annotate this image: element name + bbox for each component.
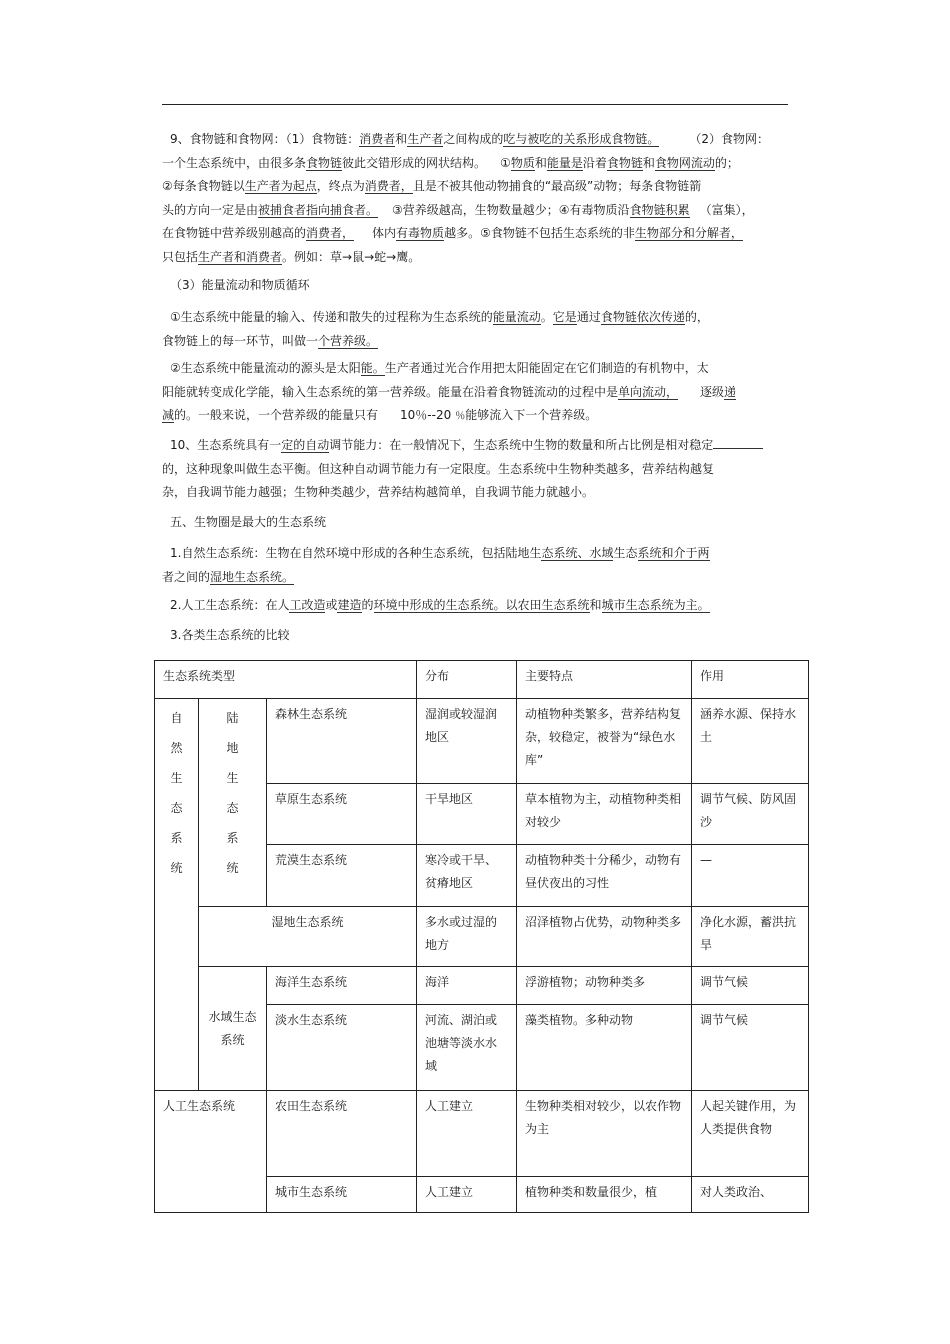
item-2-artificial: [162, 594, 790, 618]
cell-features: 藻类植物。多种动物: [517, 1005, 692, 1091]
underlined-term: 湿地生态系统。: [210, 569, 295, 584]
text-line: 杂，自我调节能力越强；生物种类越少，营养结构越简单，自我调节能力就越小。: [162, 485, 595, 499]
underlined-term: 个营养级。: [318, 333, 379, 348]
underlined-term: 吃与被吃的关系形成食物链。: [503, 132, 660, 146]
cell-name: 草原生态系统: [267, 784, 417, 845]
text-span: 越多。⑤食物链不包括生态系统的非: [444, 226, 635, 240]
underlined-term: 消费者，: [306, 226, 355, 240]
text-span: 或: [325, 598, 338, 612]
item-1-natural: [162, 542, 790, 589]
cell-role: 调节气候: [692, 967, 809, 1005]
text-line: [162, 246, 790, 270]
underlined-term: 食物链: [629, 202, 666, 217]
underlined-term: 食物链: [306, 155, 343, 170]
text-span: ③营养级越高，生物数量越少；④有毒物质沿: [392, 202, 630, 217]
text-span: 且是不被其他动物捕食的“最高级”动物；每条食物链箭: [412, 179, 702, 193]
underlined-term: 依次传递: [636, 310, 685, 324]
cell-role: 人起关键作用，为人类提供食物: [692, 1091, 809, 1177]
text-line: [162, 128, 790, 152]
underlined-term: 环境中形成的生态系统。以农田: [373, 598, 542, 612]
underlined-term: 食物链: [606, 155, 643, 170]
cell-name: 湿地生态系统: [199, 907, 417, 967]
text-line: [162, 306, 790, 330]
cell-distribution: 多水或过湿的地方: [417, 907, 517, 967]
underlined-term: 消费者: [359, 132, 396, 146]
underlined-term: 生态系统: [541, 598, 590, 612]
underlined-term: 能量流动: [492, 310, 541, 324]
header-rule: [162, 104, 788, 105]
table-row: [155, 967, 809, 1005]
text-span: 9、食物链和食物网：（1）食物链：: [170, 132, 360, 146]
text-line: [162, 434, 790, 458]
underlined-term: 单向流动，: [618, 384, 679, 399]
text-span: 和: [534, 155, 547, 170]
table-row: [155, 907, 809, 967]
header-type: 生态系统类型: [155, 661, 417, 699]
table-row: [155, 699, 809, 784]
underlined-term: 消费者，: [364, 179, 413, 193]
cell-name: 淡水生态系统: [267, 1005, 417, 1091]
section-10: [162, 434, 790, 505]
text-span: 的，: [684, 310, 709, 324]
header-distribution: 分布: [417, 661, 517, 699]
underlined-term: 定的自动: [281, 438, 330, 452]
land-ecosystem-label: 陆 地 生 态 系 统: [199, 699, 267, 907]
text-span: 和: [395, 132, 408, 146]
section-5-heading: [162, 511, 790, 535]
text-span: 体内: [372, 226, 397, 240]
underlined-term: 积累: [665, 202, 690, 217]
text-span: 2.人工生态系统：在人: [170, 598, 290, 612]
cell-distribution: 干旱地区: [417, 784, 517, 845]
text-span: 头的方向一定是由: [162, 202, 259, 217]
text-line: [162, 566, 790, 590]
text-span: 10、生态系统具有一: [170, 438, 282, 452]
cell-name: 荒漠生态系统: [267, 845, 417, 907]
text-line: [162, 222, 790, 246]
text-span: 食物链上的每一环节，叫做一: [162, 333, 319, 348]
text-span: 和: [589, 598, 602, 612]
table-row: [155, 1091, 809, 1177]
cell-distribution: 河流、湖泊或池塘等淡水水域: [417, 1005, 517, 1091]
underlined-term: 生物部分和分解者，: [634, 226, 743, 240]
text-line: [162, 330, 790, 354]
cell-name: 城市生态系统: [267, 1177, 417, 1213]
cell-name: 森林生态系统: [267, 699, 417, 784]
text-span: （富集），: [699, 202, 754, 217]
cell-features: 沼泽植物占优势，动物种类多: [517, 907, 692, 967]
text-span: 1.自然生态系统：生物在自然环境中形成的各种生态系统，包括陆地生: [170, 546, 542, 560]
text-span: ②每条食物链以: [162, 179, 245, 193]
text-span: 者之间的: [162, 569, 211, 584]
text-span: 逐级: [700, 384, 725, 399]
cell-distribution: 人工建立: [417, 1177, 517, 1213]
cell-role: 调节气候、防风固沙: [692, 784, 809, 845]
text-span: 调节能力：在一般情况下，生态系统中生物的数量和所占比例是相对稳定: [329, 438, 714, 452]
underlined-term: 水域: [589, 546, 614, 560]
text-span: 阳能就转变成化学能，输入生态系统的第一营养级。能量在沿着食物链流动的过程中是: [162, 384, 619, 399]
underlined-term: 被捕食者指向捕食者。: [258, 202, 379, 217]
paragraph-energy-2: [162, 357, 790, 429]
underlined-term: 递: [724, 384, 737, 399]
text-span: 通过: [576, 310, 601, 324]
ecosystem-comparison-table: [154, 660, 809, 1213]
underlined-term: 它是: [552, 310, 577, 324]
text-line: [162, 381, 790, 405]
header-features: 主要特点: [517, 661, 692, 699]
water-ecosystem-label: 水域生态系统: [199, 967, 267, 1091]
text-line: [162, 357, 790, 381]
cell-features: 草本植物为主，动植物种类相对较少: [517, 784, 692, 845]
item-3-heading: [162, 624, 790, 648]
text-span: ①: [500, 155, 511, 170]
text-line: [162, 542, 790, 566]
text-span: 在食物链中营养级别越高的: [162, 226, 307, 240]
cell-features: 动植物种类十分稀少，动物有昼伏夜出的习性: [517, 845, 692, 907]
text-line: [162, 199, 790, 223]
underlined-term: 工改造: [289, 598, 326, 612]
text-line: [162, 594, 790, 618]
text-span: 沿着: [582, 155, 607, 170]
natural-ecosystem-label: 自 然 生 态 系 统: [155, 699, 199, 1091]
text-line: （3）能量流动和物质循环: [170, 278, 310, 292]
text-line: 五、生物圈是最大的生态系统: [170, 515, 327, 529]
text-line: [162, 175, 790, 199]
text-line: 3.各类生态系统的比较: [170, 628, 290, 642]
cell-features: 动植物种类繁多，营养结构复杂，较稳定，被誉为“绿色水库”: [517, 699, 692, 784]
text-span: ％: [455, 411, 466, 422]
cell-role: 涵养水源、保持水土: [692, 699, 809, 784]
underlined-term: 能量是: [546, 155, 583, 170]
underlined-term: 生产者: [407, 132, 444, 146]
text-span: （2）食物网：: [689, 132, 769, 146]
text-span: ，终点为: [316, 179, 365, 193]
text-span: 生态: [613, 546, 638, 560]
underlined-term: 生产者为起点: [244, 179, 317, 193]
cell-role: 净化水源，蓄洪抗旱: [692, 907, 809, 967]
cell-role: —: [692, 845, 809, 907]
underlined-term: 能。: [360, 361, 385, 375]
underlined-term: 建造: [337, 598, 362, 612]
cell-name: 农田生态系统: [267, 1091, 417, 1177]
text-span: 的；: [714, 155, 739, 170]
text-span: 能够流入下一个营养级。: [465, 408, 598, 422]
text-span: 只包括: [162, 249, 199, 264]
cell-role: 调节气候: [692, 1005, 809, 1091]
underlined-term: 食物网流动: [654, 155, 715, 170]
text-line: 的，这种现象叫做生态平衡。但这种自动调节能力有一定限度。生态系统中生物种类越多，营养结构越复: [162, 461, 715, 476]
text-span: 。例如：草→鼠→蛇→鹰。: [282, 249, 421, 264]
header-role: 作用: [692, 661, 809, 699]
section-9: [162, 128, 790, 269]
text-line: [162, 152, 790, 176]
underlined-term: 生态系统为主。: [625, 598, 710, 612]
cell-distribution: 人工建立: [417, 1091, 517, 1177]
cell-features: 植物种类和数量很少，植: [517, 1177, 692, 1213]
text-span: ②生态系统中能量流动的源头是太阳: [170, 361, 361, 375]
underlined-term: 减: [162, 408, 175, 422]
table-header-row: [155, 661, 809, 699]
text-span: ①生态系统中能量的输入、传递和散失的过程称为生态系统的: [170, 310, 493, 324]
underlined-term: 物质: [510, 155, 535, 170]
cell-features: 浮游植物；动物种类多: [517, 967, 692, 1005]
artificial-ecosystem-label: 人工生态系统: [155, 1091, 267, 1213]
text-span: 之间构成的: [443, 132, 504, 146]
underlined-term: 城市: [601, 598, 626, 612]
cell-name: 海洋生态系统: [267, 967, 417, 1005]
underlined-term: 生产者和消费者: [198, 249, 283, 264]
text-span: 生产者通过光合作用把太阳能固定在它们制造的有机物中，太: [384, 361, 709, 375]
cell-distribution: 海洋: [417, 967, 517, 1005]
underlined-term: 系统和介于两: [637, 546, 710, 560]
text-span: 。: [540, 310, 553, 324]
text-span: 的。一般来说，一个营养级的能量只有: [174, 408, 379, 422]
text-span: 10％--20: [400, 408, 452, 422]
cell-distribution: 寒冷或干旱、贫瘠地区: [417, 845, 517, 907]
paragraph-energy-1: [162, 306, 790, 353]
underlined-term: 态系统、: [541, 546, 590, 560]
text-span: 一个生态系统中，由很多条: [162, 155, 307, 170]
fill-blank: [713, 434, 763, 449]
cell-distribution: 湿润或较湿润地区: [417, 699, 517, 784]
text-span: 的: [361, 598, 374, 612]
underlined-term: 有毒物质: [396, 226, 445, 240]
underlined-term: 食物链: [600, 310, 637, 324]
text-span: 彼此交错形成的网状结构。: [342, 155, 487, 170]
text-line: [162, 404, 790, 429]
text-span: 和: [642, 155, 655, 170]
cell-features: 生物种类相对较少，以农作物为主: [517, 1091, 692, 1177]
cell-role: 对人类政治、: [692, 1177, 809, 1213]
subheading-energy-flow: [162, 274, 790, 298]
